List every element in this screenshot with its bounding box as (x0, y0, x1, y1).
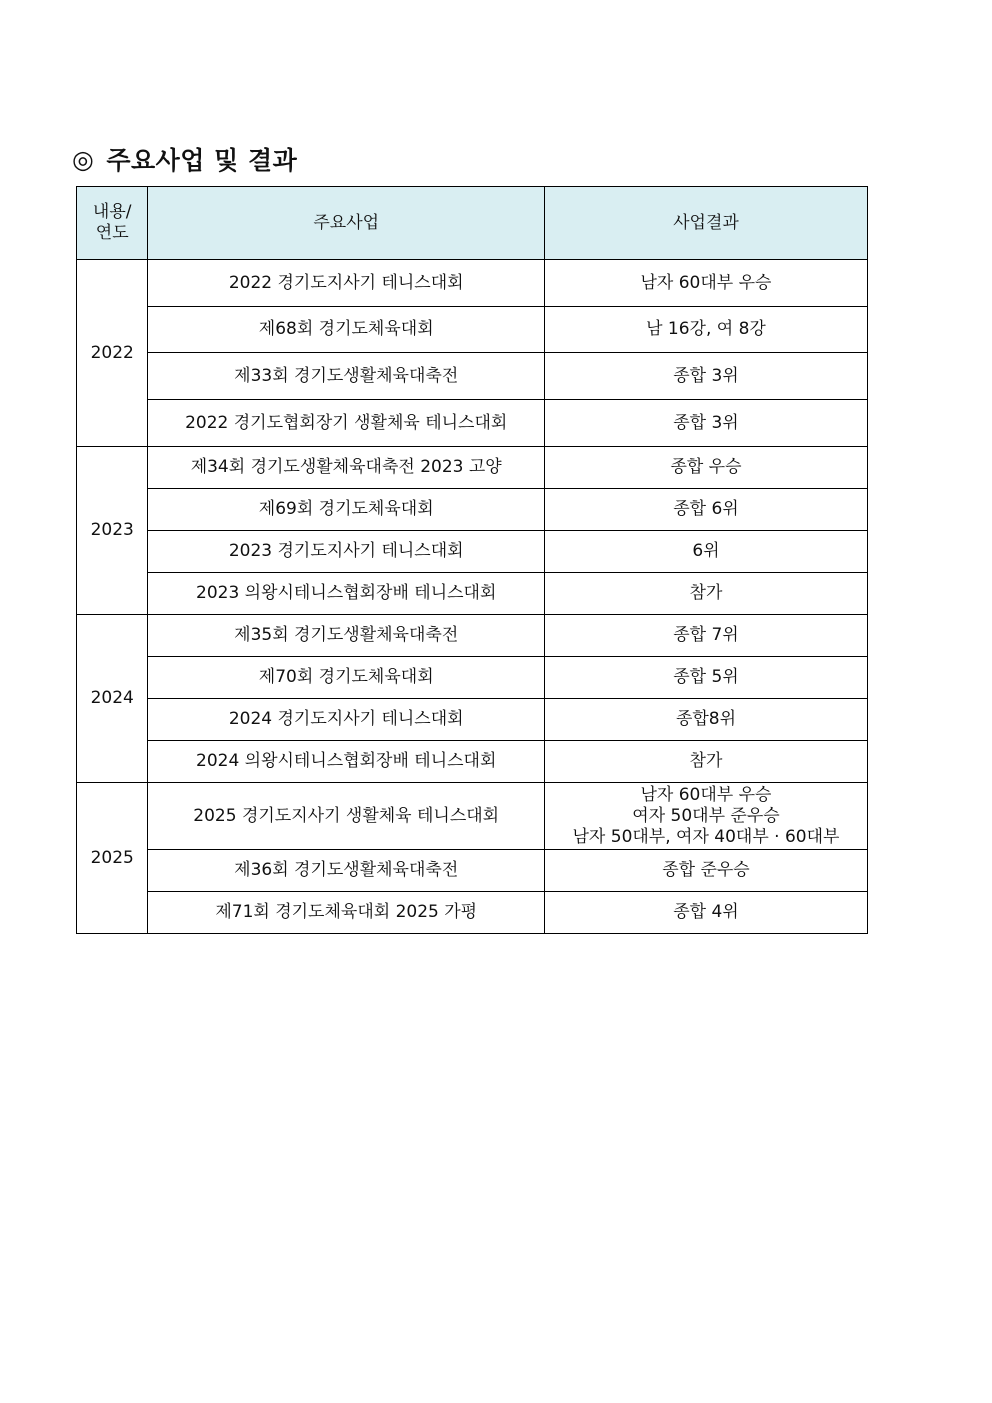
result-cell (544, 699, 867, 741)
result-line: 남자 50대부, 여자 40대부 · 60대부 (572, 826, 840, 847)
header-year-line1: 내용/ (92, 202, 132, 222)
project-cell: 2025 경기도지사기 생활체육 테니스대회 (148, 783, 545, 850)
result-line: 종합 3위 (673, 412, 739, 433)
project-cell: 2024 의왕시테니스협회장배 테니스대회 (148, 741, 545, 783)
double-circle-icon: ◎ (72, 144, 95, 174)
result-line: 종합 4위 (673, 902, 739, 922)
result-line: 종합 7위 (673, 625, 739, 645)
result-line: 종합8위 (675, 709, 737, 729)
table-row (77, 741, 868, 783)
table-row (77, 400, 868, 447)
result-cell (544, 657, 867, 699)
result-line: 종합 준우승 (662, 860, 750, 880)
header-year-line2: 연도 (95, 223, 129, 243)
table-row (77, 489, 868, 531)
table-row (77, 260, 868, 307)
project-cell: 2024 경기도지사기 테니스대회 (148, 699, 545, 741)
result-cell (544, 531, 867, 573)
year-cell: 2022 (77, 260, 148, 447)
table-row (77, 657, 868, 699)
project-cell: 제68회 경기도체육대회 (148, 307, 545, 353)
result-line: 종합 5위 (673, 667, 739, 687)
result-cell (544, 783, 867, 850)
year-cell: 2023 (77, 447, 148, 615)
table-row (77, 307, 868, 353)
table-row (77, 699, 868, 741)
result-cell (544, 447, 867, 489)
result-line: 남자 60대부 우승 (640, 784, 772, 805)
result-cell (544, 353, 867, 400)
result-line: 6위 (692, 541, 720, 561)
table-row (77, 447, 868, 489)
result-line: 종합 3위 (673, 365, 739, 386)
result-line: 남자 60대부 우승 (640, 272, 772, 293)
year-cell: 2025 (77, 783, 148, 934)
result-cell (544, 573, 867, 615)
project-cell: 제33회 경기도생활체육대축전 (148, 353, 545, 400)
project-cell: 제71회 경기도체육대회 2025 가평 (148, 892, 545, 934)
result-cell (544, 489, 867, 531)
header-project: 주요사업 (148, 187, 545, 260)
project-cell: 2022 경기도협회장기 생활체육 테니스대회 (148, 400, 545, 447)
result-line: 여자 50대부 준우승 (632, 805, 780, 826)
year-cell: 2024 (77, 615, 148, 783)
result-cell (544, 892, 867, 934)
project-cell: 제70회 경기도체육대회 (148, 657, 545, 699)
result-line: 참가 (689, 751, 723, 771)
section-heading (72, 141, 297, 177)
table-row (77, 353, 868, 400)
result-cell (544, 741, 867, 783)
project-cell: 제34회 경기도생활체육대축전 2023 고양 (148, 447, 545, 489)
table-row (77, 531, 868, 573)
table-row (77, 573, 868, 615)
result-line: 종합 6위 (673, 499, 739, 519)
result-cell (544, 850, 867, 892)
project-cell: 2023 의왕시테니스협회장배 테니스대회 (148, 573, 545, 615)
header-year (77, 187, 148, 260)
result-line: 참가 (689, 583, 723, 603)
project-cell: 제36회 경기도생활체육대축전 (148, 850, 545, 892)
results-table (76, 186, 868, 934)
section-title: 주요사업 및 결과 (106, 146, 298, 175)
project-cell: 제35회 경기도생활체육대축전 (148, 615, 545, 657)
project-cell: 제69회 경기도체육대회 (148, 489, 545, 531)
table-row (77, 615, 868, 657)
table-row (77, 850, 868, 892)
result-cell (544, 400, 867, 447)
project-cell: 2022 경기도지사기 테니스대회 (148, 260, 545, 307)
table-header-row (77, 187, 868, 260)
header-result: 사업결과 (544, 187, 867, 260)
result-line: 종합 우승 (670, 457, 742, 477)
result-line: 남 16강, 여 8강 (646, 319, 766, 339)
result-cell (544, 307, 867, 353)
table-row (77, 892, 868, 934)
result-cell (544, 260, 867, 307)
table-row (77, 783, 868, 850)
table-body (77, 260, 868, 934)
project-cell: 2023 경기도지사기 테니스대회 (148, 531, 545, 573)
result-cell (544, 615, 867, 657)
